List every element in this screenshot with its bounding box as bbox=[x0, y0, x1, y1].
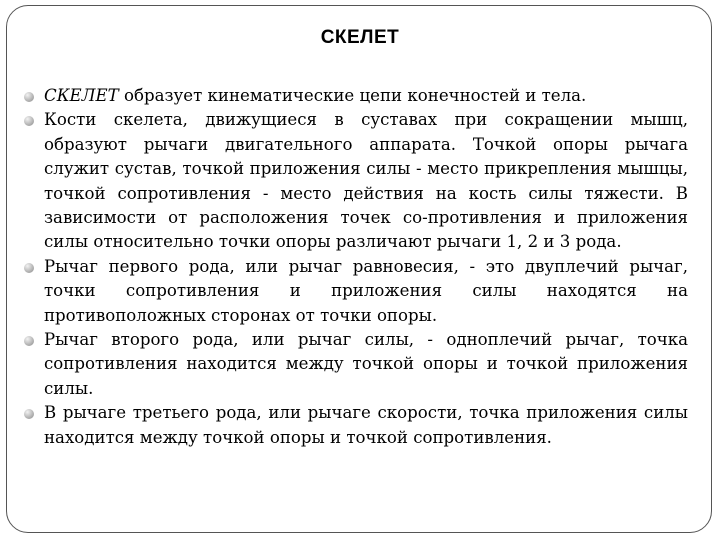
bullet-list bbox=[24, 84, 688, 450]
item-text: Рычаг первого рода, или рычаг равновесия, - это двуплечий рычаг, точки сопротивления и приложения силы находятся на противоположных сторонах от точки опоры. bbox=[44, 256, 688, 325]
item-text: Кости скелета, движущиеся в суставах при сокращении мышц, образуют рычаги двигательного аппарата. Точкой опоры рычага служит сустав, точкой приложения силы - место прикрепления мышцы, точкой сопротивления - место действия на кость силы тяжести. В зависимости от расположения точек со-противления и приложения силы относительно точки опоры различают рычаги 1, 2 и 3 рода. bbox=[44, 110, 688, 252]
list-item bbox=[24, 108, 688, 254]
bullet-icon bbox=[24, 336, 34, 346]
bullet-icon bbox=[24, 92, 34, 102]
bullet-icon bbox=[24, 263, 34, 273]
bullet-icon bbox=[24, 409, 34, 419]
item-lead: СКЕЛЕТ bbox=[44, 86, 119, 105]
list-item bbox=[24, 328, 688, 401]
item-text: образует кинематические цепи конечностей и тела. bbox=[118, 86, 587, 105]
item-text: В рычаге третьего рода, или рычаге скорости, точка приложения силы находится между точкой опоры и точкой сопротивления. bbox=[44, 403, 688, 447]
page-title: СКЕЛЕТ bbox=[320, 27, 400, 48]
list-item bbox=[24, 84, 688, 108]
bullet-icon bbox=[24, 116, 34, 126]
list-item bbox=[24, 255, 688, 328]
item-text: Рычаг второго рода, или рычаг силы, - одноплечий рычаг, точка сопротивления находится между точкой опоры и точкой приложения силы. bbox=[44, 330, 688, 398]
list-item bbox=[24, 401, 688, 450]
